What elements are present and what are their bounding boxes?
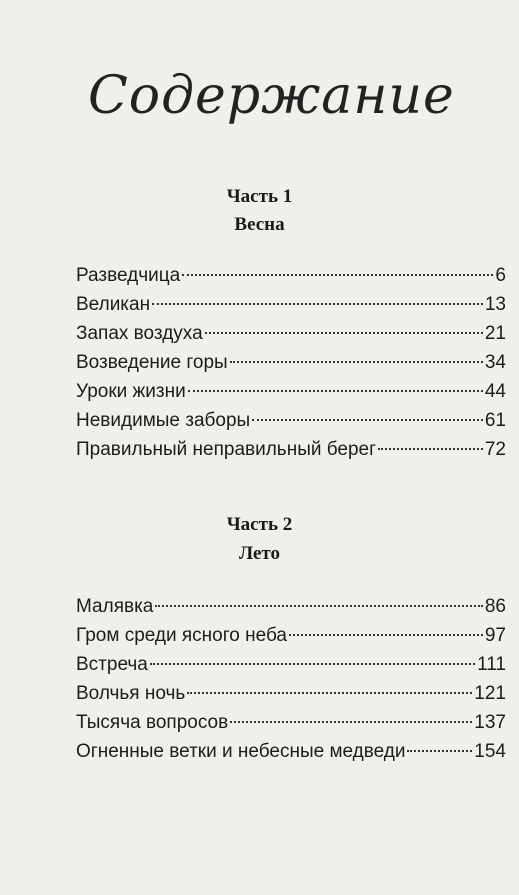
- toc-entry: [76, 290, 506, 319]
- toc-entry: [76, 406, 506, 435]
- toc-entry: [76, 650, 506, 679]
- page-title: Содержание: [88, 66, 455, 126]
- toc-entry-page: 137: [474, 712, 506, 733]
- part-2-heading: Часть 2: [226, 514, 293, 535]
- dot-leader: [150, 662, 475, 665]
- dot-leader: [378, 447, 483, 450]
- toc-entry: [76, 348, 506, 377]
- toc-entry: [76, 319, 506, 348]
- toc-entry-title: Уроки жизни: [76, 381, 186, 402]
- toc-entry: [76, 708, 506, 737]
- toc-entry: [76, 592, 506, 621]
- toc-entry: [76, 679, 506, 708]
- toc-entry-page: 154: [474, 741, 506, 762]
- toc-entry-title: Правильный неправильный берег: [76, 439, 377, 460]
- dot-leader: [152, 302, 483, 305]
- toc-entry: [76, 737, 506, 766]
- toc-entry-title: Тысяча вопросов: [76, 712, 229, 733]
- dot-leader: [407, 749, 472, 752]
- part-1-contents-list: [76, 261, 506, 464]
- dot-leader: [252, 418, 483, 421]
- toc-entry-title: Волчья ночь: [76, 683, 186, 704]
- toc-entry-page: 72: [484, 439, 506, 460]
- toc-entry-title: Встреча: [76, 654, 148, 675]
- toc-entry: [76, 435, 506, 464]
- dot-leader: [155, 604, 482, 607]
- toc-entry-page: 13: [484, 294, 506, 315]
- toc-entry-title: Малявка: [76, 596, 154, 617]
- dot-leader: [289, 633, 483, 636]
- toc-entry-title: Разведчица: [76, 265, 181, 286]
- toc-entry-page: 111: [477, 654, 506, 675]
- toc-entry-page: 121: [474, 683, 506, 704]
- dot-leader: [205, 331, 483, 334]
- part-2-contents-list: [76, 592, 506, 766]
- toc-entry-page: 97: [484, 625, 506, 646]
- toc-entry-title: Запах воздуха: [76, 323, 203, 344]
- part-2-season-heading: Лето: [238, 543, 281, 564]
- toc-entry-title: Возведение горы: [76, 352, 228, 373]
- toc-entry-page: 44: [484, 381, 506, 402]
- toc-entry-title: Огненные ветки и небесные медведи: [76, 741, 406, 762]
- toc-entry-title: Великан: [76, 294, 151, 315]
- toc-entry-title: Гром среди ясного неба: [76, 625, 287, 646]
- part-1-season-heading: Весна: [234, 214, 285, 235]
- dot-leader: [188, 389, 483, 392]
- toc-entry: [76, 377, 506, 406]
- toc-entry-title: Невидимые заборы: [76, 410, 251, 431]
- dot-leader: [182, 273, 493, 276]
- toc-entry-page: 6: [495, 265, 506, 286]
- toc-entry-page: 34: [484, 352, 506, 373]
- toc-entry: [76, 261, 506, 290]
- dot-leader: [230, 360, 483, 363]
- toc-entry-page: 21: [484, 323, 506, 344]
- toc-entry-page: 86: [484, 596, 506, 617]
- toc-entry-page: 61: [484, 410, 506, 431]
- toc-entry: [76, 621, 506, 650]
- dot-leader: [230, 720, 472, 723]
- part-1-heading: Часть 1: [226, 186, 293, 207]
- dot-leader: [187, 691, 472, 694]
